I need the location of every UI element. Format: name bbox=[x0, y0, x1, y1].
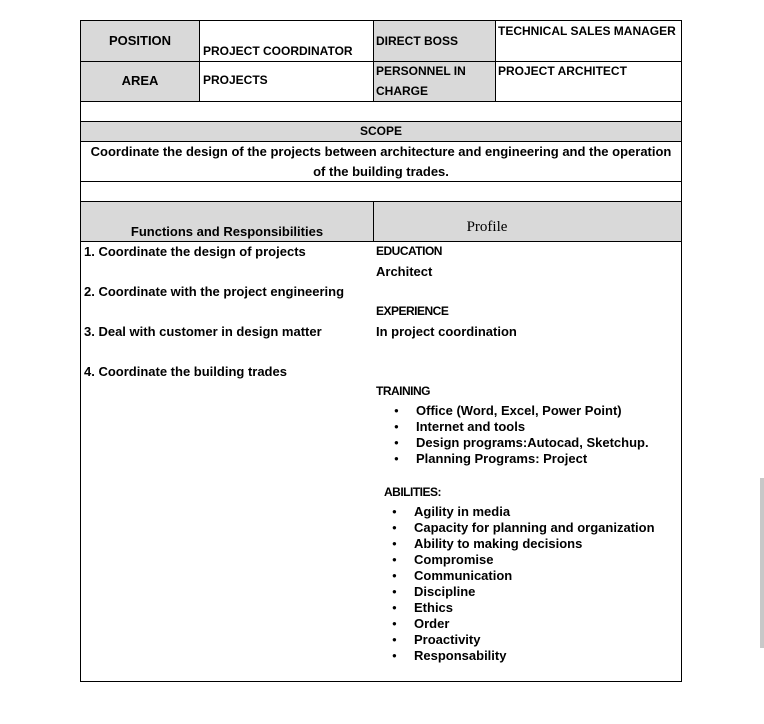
education-title: EDUCATION bbox=[376, 244, 442, 258]
scope-title: SCOPE bbox=[359, 124, 402, 138]
function-item-2: 2. Coordinate with the project engineering bbox=[84, 284, 345, 299]
job-description-table bbox=[80, 20, 682, 682]
training-item: ● Office (Word, Excel, Power Point) bbox=[416, 403, 649, 419]
ability-item: ● Responsability bbox=[414, 648, 655, 664]
training-item: ● Planning Programs: Project bbox=[416, 451, 649, 467]
personnel-label-line2: CHARGE bbox=[376, 84, 429, 98]
function-item-4: 4. Coordinate the building trades bbox=[84, 364, 287, 379]
column-divider bbox=[199, 21, 200, 101]
scope-description bbox=[81, 142, 681, 182]
row-divider bbox=[81, 101, 681, 102]
row-divider bbox=[81, 201, 681, 202]
direct-boss-value: TECHNICAL SALES MANAGER bbox=[498, 24, 676, 38]
abilities-title: ABILITIES: bbox=[384, 485, 441, 499]
ability-item: ● Proactivity bbox=[414, 632, 655, 648]
functions-title: Functions and Responsibilities bbox=[130, 224, 324, 239]
ability-item: ● Discipline bbox=[414, 584, 655, 600]
scope-line-1: Coordinate the design of the projects between architecture and engineering and the operation bbox=[90, 144, 672, 159]
column-divider bbox=[373, 201, 374, 241]
ability-item: ● Order bbox=[414, 616, 655, 632]
function-item-3: 3. Deal with customer in design matter bbox=[84, 324, 322, 339]
column-divider bbox=[495, 21, 496, 101]
row-divider bbox=[81, 61, 681, 62]
ability-item: ● Ethics bbox=[414, 600, 655, 616]
experience-value: In project coordination bbox=[376, 324, 517, 339]
row-divider bbox=[81, 141, 681, 142]
ability-item: ● Agility in media bbox=[414, 504, 655, 520]
row-divider bbox=[81, 241, 681, 242]
ability-item: ● Ability to making decisions bbox=[414, 536, 655, 552]
training-title: TRAINING bbox=[376, 384, 430, 398]
profile-title: Profile bbox=[466, 219, 508, 235]
education-value: Architect bbox=[376, 264, 433, 279]
column-divider bbox=[373, 21, 374, 101]
area-value: PROJECTS bbox=[203, 73, 268, 87]
experience-title: EXPERIENCE bbox=[376, 304, 449, 318]
personnel-value: PROJECT ARCHITECT bbox=[498, 64, 627, 78]
row-divider bbox=[81, 181, 681, 182]
position-value: PROJECT COORDINATOR bbox=[203, 44, 353, 58]
training-item: ● Design programs:Autocad, Sketchup. bbox=[416, 435, 649, 451]
ability-item: ● Capacity for planning and organization bbox=[414, 520, 655, 536]
direct-boss-label: DIRECT BOSS bbox=[376, 34, 459, 48]
row-divider bbox=[81, 121, 681, 122]
function-item-1: 1. Coordinate the design of projects bbox=[84, 244, 306, 259]
training-list bbox=[416, 403, 649, 467]
training-item: ● Internet and tools bbox=[416, 419, 649, 435]
position-label: POSITION bbox=[108, 33, 172, 48]
ability-item: ● Compromise bbox=[414, 552, 655, 568]
ability-item: ● Communication bbox=[414, 568, 655, 584]
abilities-list bbox=[414, 504, 655, 664]
scope-line-2: of the building trades. bbox=[313, 164, 449, 179]
area-label: AREA bbox=[121, 73, 159, 88]
personnel-label-line1: PERSONNEL IN bbox=[376, 64, 466, 78]
scrollbar-edge[interactable] bbox=[760, 478, 764, 648]
